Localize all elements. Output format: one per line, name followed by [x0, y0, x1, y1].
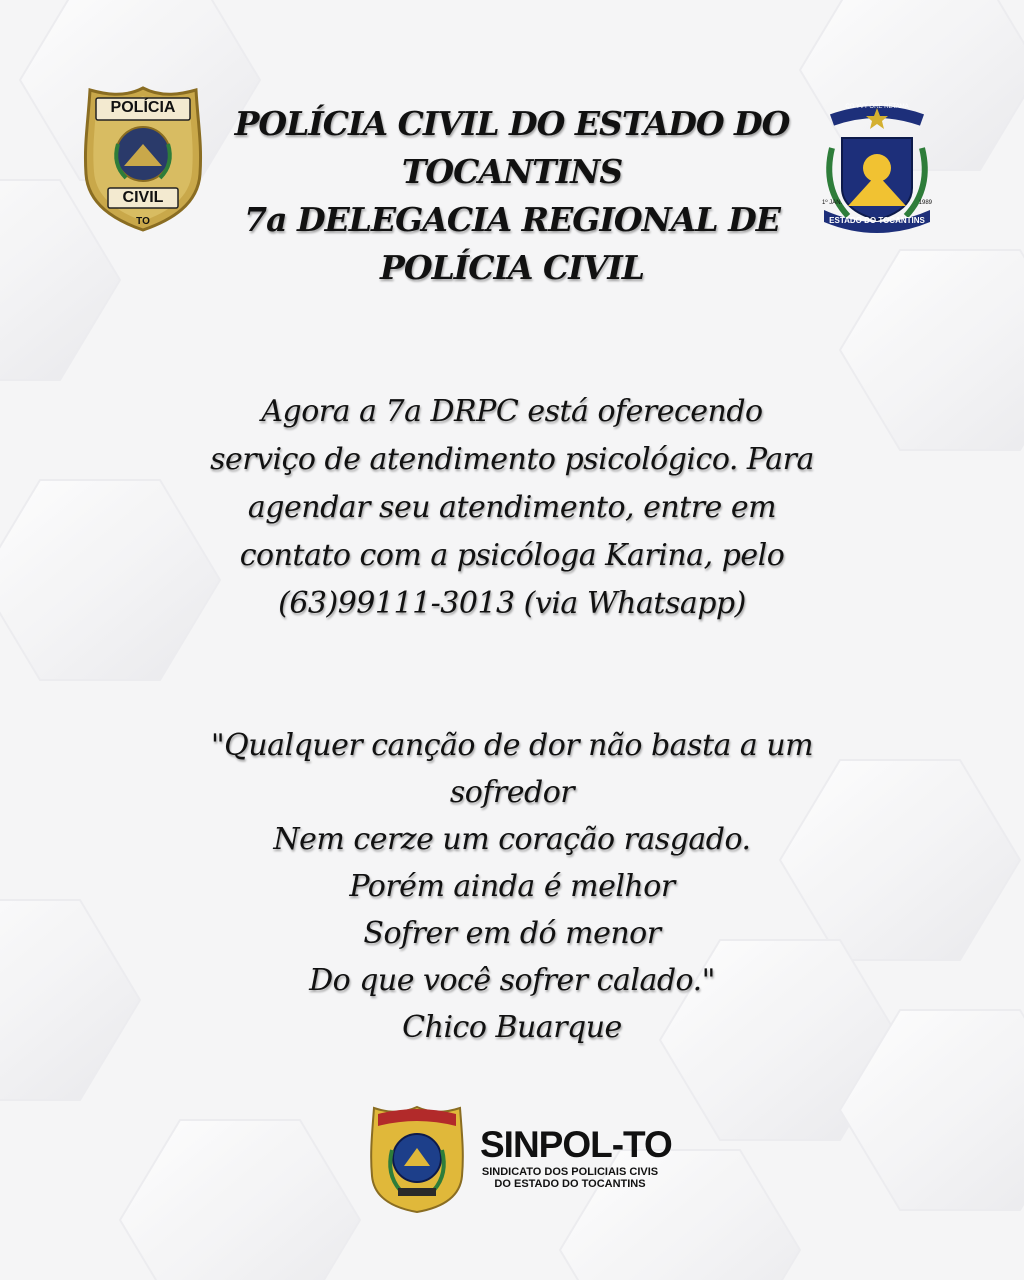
seal-motto-text: CO YVY ORE RETAMA [845, 104, 909, 110]
badge-top-text: POLÍCIA [110, 99, 176, 116]
title-line-2: TOCANTINS [401, 152, 623, 191]
message-line-5: (63)99111-3013 (via Whatsapp) [278, 586, 746, 621]
title-line-1: POLÍCIA CIVIL DO ESTADO DO [234, 104, 790, 143]
quote-author: Chico Buarque [402, 1010, 622, 1045]
message-line-1: Agora a 7a DRPC está oferecendo [261, 394, 763, 429]
title-line-3: 7a DELEGACIA REGIONAL DE [244, 200, 780, 239]
message-line-4: contato com a psicóloga Karina, pelo [239, 538, 785, 573]
quote-line-6: Do que você sofrer calado." [309, 963, 715, 998]
quote-line-4: Porém ainda é melhor [349, 869, 675, 904]
sinpol-badge [368, 1104, 466, 1214]
sinpol-subtitle-2: DO ESTADO DO TOCANTINS [494, 1178, 646, 1190]
seal-state-text: ESTADO DO TOCANTINS [829, 216, 925, 225]
sinpol-subtitle-1: SINDICATO DOS POLICIAIS CIVIS [481, 1166, 659, 1178]
message-line-3: agendar seu atendimento, entre em [247, 490, 777, 525]
service-message [0, 388, 1024, 628]
seal-date-right: 1989 [918, 200, 932, 206]
seal-date-left: 1º JAN. [822, 200, 843, 206]
quote-line-1: "Qualquer canção de dor não basta a um [210, 728, 814, 763]
message-line-2: serviço de atendimento psicológico. Para [210, 442, 814, 477]
quote-block [0, 722, 1024, 1051]
title-line-4: POLÍCIA CIVIL [380, 248, 644, 287]
badge-state-text: TO [136, 216, 150, 227]
page-title [0, 100, 1024, 292]
sinpol-wordmark [480, 1124, 672, 1190]
sinpol-name: SINPOL-TO [480, 1124, 672, 1165]
quote-line-2: sofredor [449, 775, 575, 810]
badge-bottom-text: CIVIL [122, 189, 164, 206]
sinpol-badge-icon [368, 1104, 466, 1214]
quote-line-5: Sofrer em dó menor [363, 916, 661, 951]
quote-line-3: Nem cerze um coração rasgado. [273, 822, 751, 857]
